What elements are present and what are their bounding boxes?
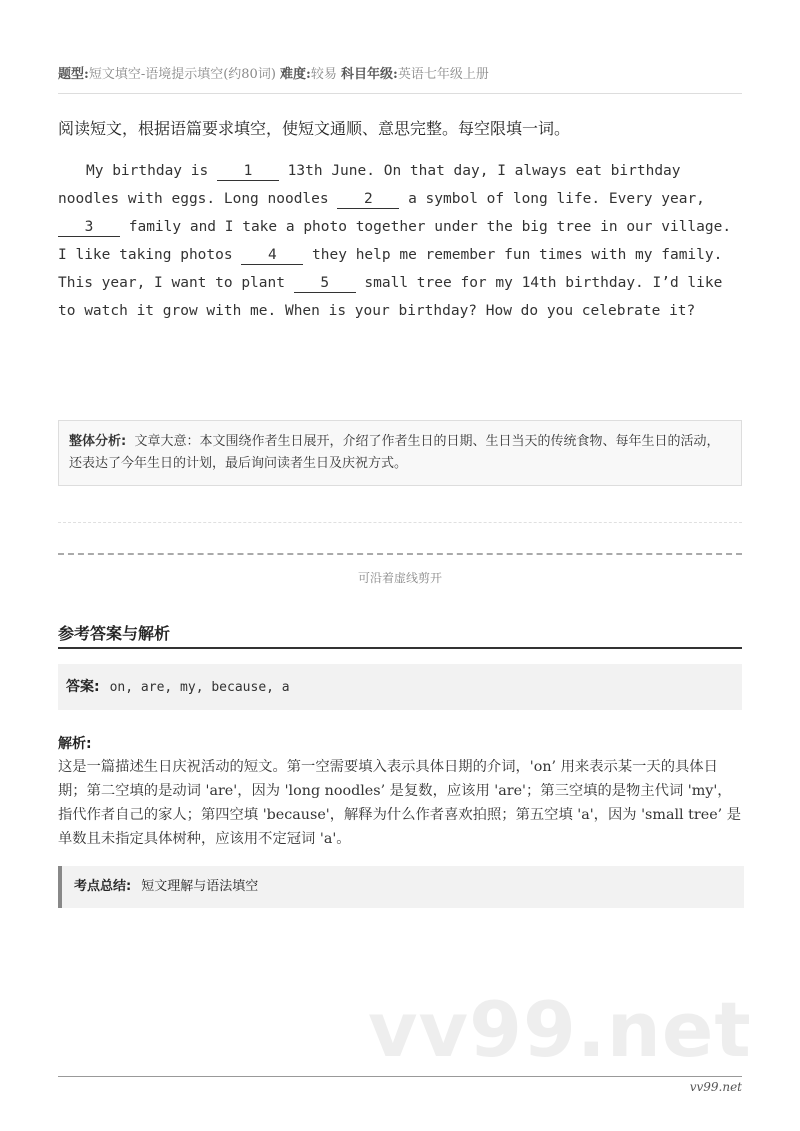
passage — [58, 157, 742, 325]
blank-4: 4 — [241, 246, 303, 265]
passage-text: 13th June. On that day, I always eat birthday noodles with eggs. Long noodles — [58, 163, 681, 207]
type-label: 题型: — [58, 67, 89, 82]
blank-2: 2 — [337, 190, 399, 209]
dashed-divider — [58, 522, 742, 523]
answer-box — [58, 664, 742, 710]
explanation-label: 解析: — [58, 736, 92, 752]
overview-label: 整体分析: — [69, 434, 127, 449]
divider — [58, 647, 742, 649]
overview-text: 文章大意：本文围绕作者生日展开，介绍了作者生日的日期、生日当天的传统食物、每年生日的活动，还表达了今年生日的计划，最后询问读者生日及庆祝方式。 — [69, 434, 720, 471]
blank-1: 1 — [217, 162, 279, 181]
answer-value: on, are, my, because, a — [109, 680, 290, 695]
footer-divider — [58, 1076, 742, 1077]
cut-hint: 可沿着虚线剪开 — [357, 571, 442, 585]
difficulty-value: 较易 — [310, 67, 337, 82]
summary-value: 短文理解与语法填空 — [141, 879, 259, 894]
difficulty-label: 难度: — [280, 67, 311, 82]
cut-line — [58, 553, 742, 555]
type-value: 短文填空-语境提示填空(约80词) — [88, 67, 276, 82]
explanation-text: 这是一篇描述生日庆祝活动的短文。第一空需要填入表示具体日期的介词，'on’ 用来表示某一天的具体日期；第二空填的是动词 'are'，因为 'long noodles’ 是复数，应该用 'are'；第三空填的是物主代词 'my'，指代作者自己的家人；第四空填 'because'，解释为什么作者喜欢拍照；第五空填 'a'，因为 'small tree’ 是单数且未指定具体树种，应该用不定冠词 'a'。 — [58, 759, 742, 847]
summary-box — [58, 866, 744, 908]
grade-label: 科目年级: — [341, 67, 398, 82]
passage-text: family and I take a photo together under the big tree in our village. I like taking photos — [58, 219, 732, 263]
answer-section-title: 参考答案与解析 — [58, 624, 171, 643]
question-meta — [58, 63, 489, 82]
summary-label: 考点总结: — [74, 879, 132, 894]
passage-text: small tree for my 14th birthday. I’d like to watch it grow with me. When is your birthday? How do you celebrate it? — [58, 275, 723, 319]
passage-text: My birthday is — [86, 163, 217, 179]
footer-site: vv99.net — [689, 1080, 742, 1094]
overview-box — [58, 420, 742, 486]
blank-5: 5 — [294, 274, 356, 293]
watermark: vv99.net — [368, 985, 752, 1074]
blank-3: 3 — [58, 218, 120, 237]
answer-label: 答案: — [66, 679, 100, 695]
grade-value: 英语七年级上册 — [397, 67, 489, 82]
passage-text: they help me remember fun times with my family. This year, I want to plant — [58, 247, 723, 291]
passage-text: a symbol of long life. Every year, — [399, 191, 705, 207]
divider — [58, 93, 742, 94]
instruction: 阅读短文，根据语篇要求填空，使短文通顺、意思完整。每空限填一词。 — [58, 119, 571, 138]
